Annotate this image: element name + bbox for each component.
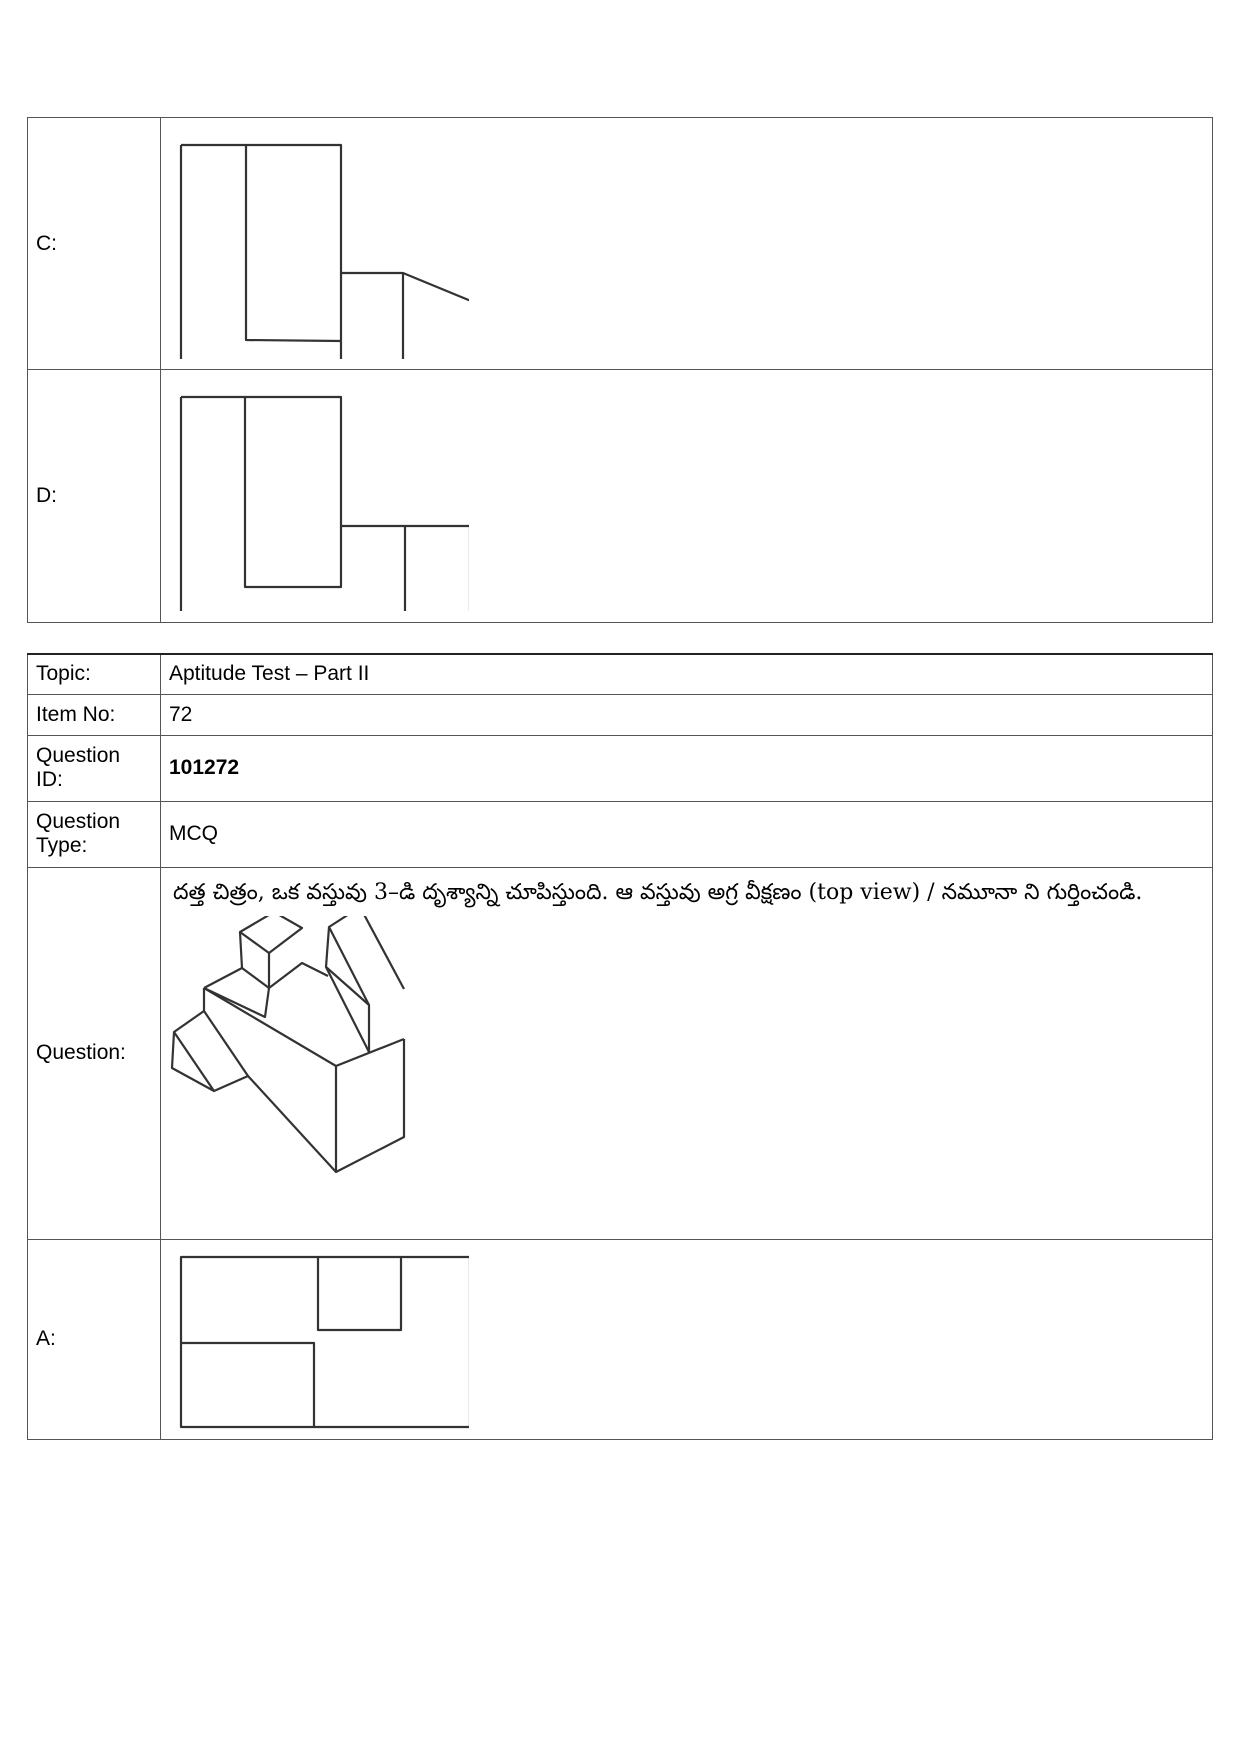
option-row-d [28, 370, 1213, 623]
option-c-inner-l [246, 145, 341, 341]
qtype-value: MCQ [161, 801, 1213, 867]
item-value: 72 [161, 694, 1213, 735]
option-c-label: C: [28, 118, 161, 370]
option-c-figure [169, 129, 469, 359]
qtype-row [28, 801, 1213, 867]
question-cell [161, 867, 1213, 1239]
option-c-cell [161, 118, 1213, 370]
option-row-a [28, 1239, 1213, 1439]
option-d-outline [181, 397, 469, 611]
question-table [27, 653, 1213, 1440]
option-c-outline [181, 145, 469, 359]
qid-row [28, 735, 1213, 801]
option-d-label: D: [28, 370, 161, 623]
option-d-inner-l [245, 397, 341, 587]
topic-label: Topic: [28, 654, 161, 694]
option-a-figure [169, 1249, 469, 1429]
item-row [28, 694, 1213, 735]
option-a-label: A: [28, 1239, 161, 1439]
item-label: Item No: [28, 694, 161, 735]
question-row [28, 867, 1213, 1239]
option-row-c [28, 118, 1213, 370]
topic-value: Aptitude Test – Part II [161, 654, 1213, 694]
options-table-top [27, 117, 1213, 623]
option-d-cell [161, 370, 1213, 623]
option-d-figure [169, 381, 469, 611]
question-label: Question: [28, 867, 161, 1239]
qid-value: 101272 [161, 735, 1213, 801]
topic-row [28, 654, 1213, 694]
option-a-cell [161, 1239, 1213, 1439]
question-3d-figure [169, 916, 469, 1176]
qtype-label: Question Type: [28, 801, 161, 867]
question-text: దత్త చిత్రం, ఒక వస్తువు 3–డి దృశ్యాన్ని చూపిస్తుంది. ఆ వస్తువు అగ్ర వీక్షణం (top view) / నమూనా ని గుర్తించండి. [173, 879, 1143, 905]
qid-label: Question ID: [28, 735, 161, 801]
